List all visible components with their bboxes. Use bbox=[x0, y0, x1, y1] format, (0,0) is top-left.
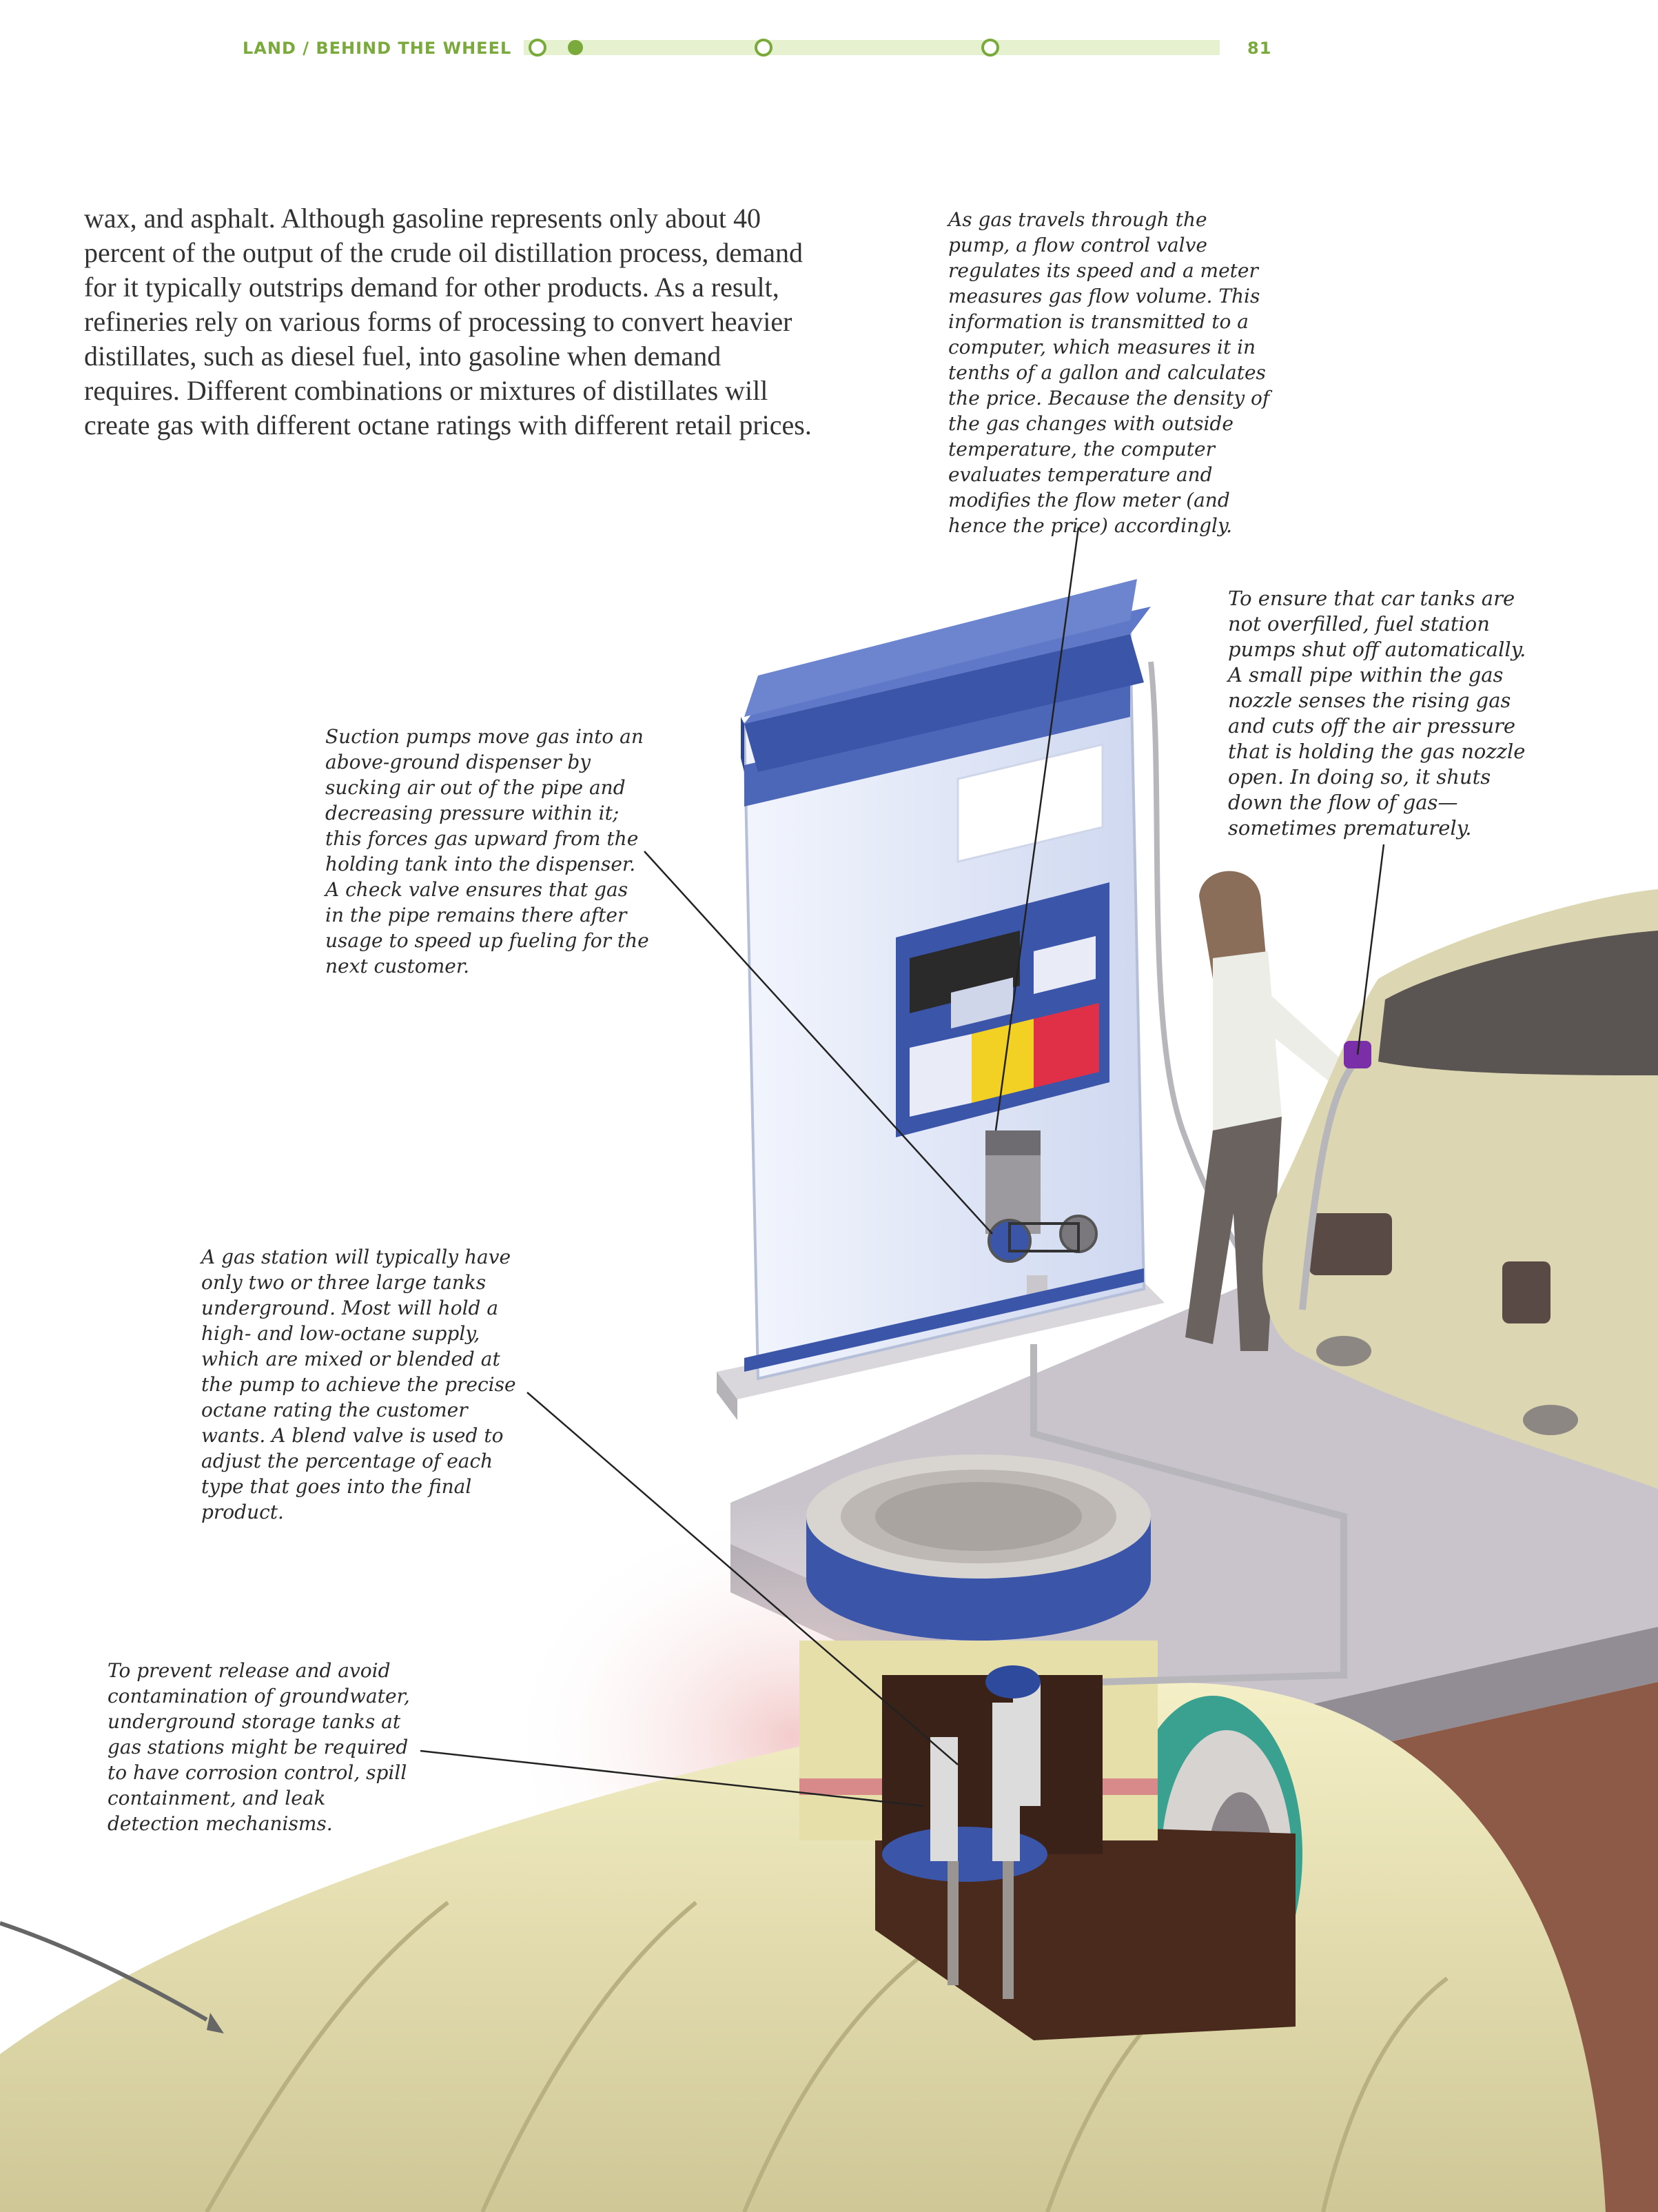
caption-groundwater-text: To prevent release and avoid contamination of groundwater, underground storage tanks at gas stations might be required to have corrosion control, spill containment, and leak detection mechanisms. bbox=[108, 1659, 410, 1835]
caption-suction-pump bbox=[325, 724, 649, 979]
running-header bbox=[234, 30, 1282, 66]
body-paragraph bbox=[84, 201, 815, 443]
caption-tanks bbox=[201, 1244, 518, 1525]
body-text: wax, and asphalt. Although gasoline represents only about 40 percent of the output of the crude oil distillation process, demand for it typically outstrips demand for other products. As a result, refineries rely on various forms of processing to convert heavier distillates, such as diesel fuel, into gasoline when demand requires. Different combinations or mixtures of distillates will create gas with different octane ratings with different retail prices. bbox=[84, 203, 812, 440]
caption-auto-shutoff-text: To ensure that car tanks are not overfilled, fuel station pumps shut off automatically. A small pipe within the gas nozzle senses the rising gas and cuts off the air pressure that is holding the gas nozzle open. In doing so, it shuts down the flow of gas—sometimes prematurely. bbox=[1228, 587, 1526, 840]
caption-flow-meter-text: As gas travels through the pump, a flow control valve regulates its speed and a meter measures gas flow volume. This information is transmitted to a computer, which measures it in tenths of a gallon and calculates the price. Because the density of the gas changes with outside temperature, the computer evaluates temperature and modifies the flow meter (and hence the price) accordingly. bbox=[948, 208, 1270, 537]
caption-tanks-text: A gas station will typically have only two or three large tanks underground. Most will hold a high- and low-octane supply, which are mixed or blended at the pump to achieve the precise octane rating the customer wants. A blend valve is used to adjust the percentage of each type that goes into the final product. bbox=[201, 1246, 516, 1523]
fuel-dispenser bbox=[730, 579, 1151, 1379]
caption-groundwater bbox=[108, 1658, 418, 1836]
caption-auto-shutoff bbox=[1228, 586, 1545, 841]
page-number: 81 bbox=[1247, 39, 1272, 58]
section-title: LAND / BEHIND THE WHEEL bbox=[243, 39, 512, 58]
caption-flow-meter bbox=[948, 207, 1272, 538]
caption-suction-pump-text: Suction pumps move gas into an above-ground dispenser by sucking air out of the pipe and decreasing pressure within it; this forces gas upward from the holding tank into the dispenser. A check valve ensures that gas in the pipe remains there after usage to speed up fueling for the next customer. bbox=[325, 725, 649, 977]
